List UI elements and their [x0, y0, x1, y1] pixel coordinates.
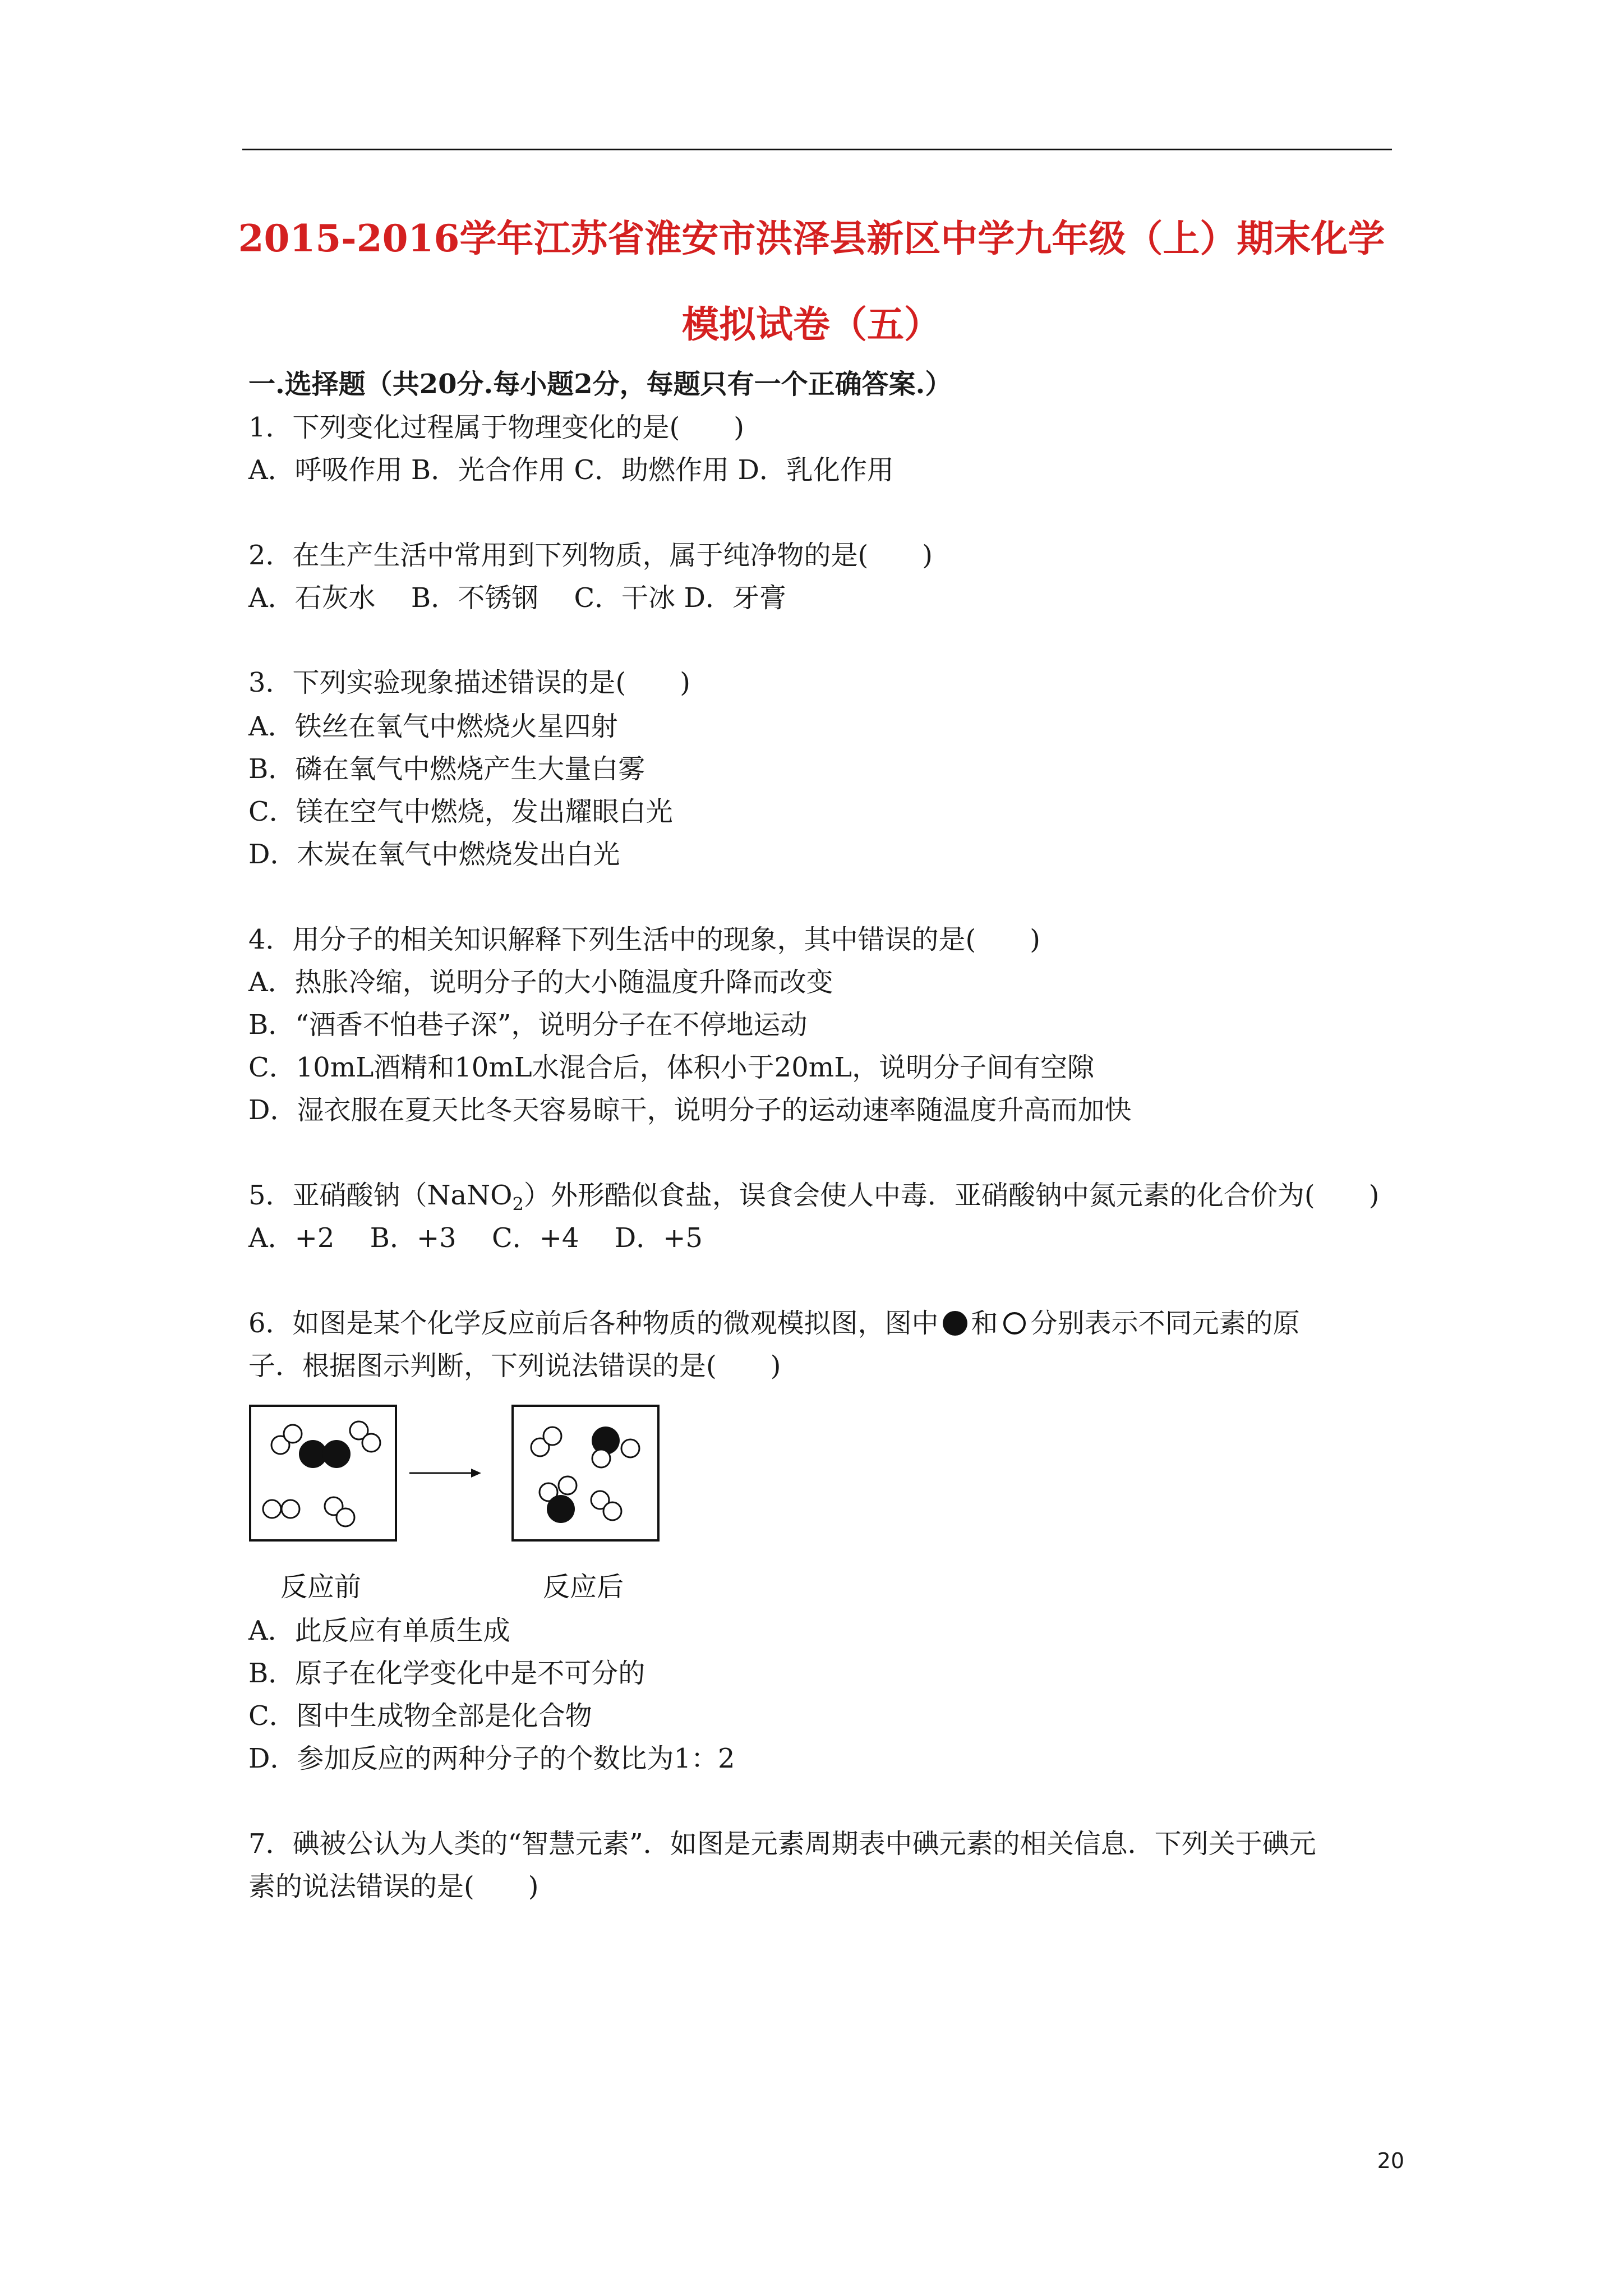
label-after: 反应后 [543, 1571, 624, 1603]
section-heading: 一.选择题（共20分.每小题2分，每题只有一个正确答案.） [248, 369, 952, 400]
black-atom-icon [941, 1309, 969, 1337]
reaction-diagram [247, 1402, 684, 1627]
question-1-stem: 1．下列变化过程属于物理变化的是( ) [248, 412, 744, 443]
exam-title-line1: 2015-2016学年江苏省淮安市洪泽县新区中学九年级（上）期末化学 [238, 217, 1385, 260]
after-box [513, 1406, 658, 1540]
question-6-option-b: B．原子在化学变化中是不可分的 [248, 1658, 645, 1689]
white-atom [621, 1439, 639, 1457]
question-2-options: A．石灰水 B．不锈钢 C．干冰 D．牙膏 [248, 582, 786, 614]
question-4-option-c: C．10mL酒精和10mL水混合后，体积小于20mL，说明分子间有空隙 [248, 1052, 1095, 1083]
black-atom [547, 1495, 575, 1523]
question-7-stem-line2: 素的说法错误的是( ) [248, 1871, 539, 1902]
label-before: 反应前 [280, 1571, 362, 1603]
black-atom [322, 1440, 351, 1468]
question-6-stem-line2: 子．根据图示判断，下列说法错误的是( ) [248, 1350, 781, 1382]
white-atom [284, 1425, 302, 1443]
question-6-option-a: A．此反应有单质生成 [248, 1615, 510, 1646]
question-4-option-a: A．热胀冷缩，说明分子的大小随温度升降而改变 [248, 967, 833, 998]
question-5-stem [248, 1179, 1380, 1215]
question-6-option-c: C．图中生成物全部是化合物 [248, 1700, 592, 1732]
question-6-option-d: D．参加反应的两种分子的个数比为1：2 [248, 1743, 735, 1774]
white-atom-icon [1000, 1309, 1029, 1337]
white-atom [592, 1450, 610, 1467]
question-6-stem-part2: 分别表示不同元素的原 [1030, 1308, 1300, 1339]
question-3-option-a: A．铁丝在氧气中燃烧火星四射 [248, 711, 618, 742]
question-1-options: A．呼吸作用 B．光合作用 C．助燃作用 D．乳化作用 [248, 454, 894, 486]
question-5-stem-part1: 5．亚硝酸钠（NaNO [248, 1180, 513, 1211]
question-3-option-d: D．木炭在氧气中燃烧发出白光 [248, 839, 620, 870]
question-6-stem-part1: 6．如图是某个化学反应前后各种物质的微观模拟图，图中 [248, 1308, 939, 1339]
question-4-stem: 4．用分子的相关知识解释下列生活中的现象，其中错误的是( ) [248, 924, 1040, 955]
question-3-option-b: B．磷在氧气中燃烧产生大量白雾 [248, 753, 645, 785]
white-atom [603, 1502, 621, 1520]
white-atom [559, 1476, 577, 1494]
reaction-arrow [409, 1469, 481, 1478]
white-atom [263, 1500, 281, 1518]
white-atom [543, 1427, 561, 1445]
question-6-stem-and: 和 [971, 1308, 998, 1339]
question-6-stem-line1 [248, 1306, 1300, 1340]
question-5-stem-part2: ）外形酷似食盐，误食会使人中毒．亚硝酸钠中氮元素的化合价为( ) [523, 1180, 1380, 1211]
question-3-stem: 3．下列实验现象描述错误的是( ) [248, 667, 690, 698]
header-rule [242, 149, 1392, 150]
question-5-options: A．+2 B．+3 C．+4 D．+5 [248, 1222, 703, 1254]
white-atom [362, 1434, 380, 1452]
question-5-subscript: 2 [512, 1193, 524, 1215]
white-atom [336, 1508, 354, 1526]
question-2-stem: 2．在生产生活中常用到下列物质，属于纯净物的是( ) [248, 540, 933, 571]
exam-title-line2: 模拟试卷（五） [682, 302, 941, 346]
question-4-option-b: B．“酒香不怕巷子深”，说明分子在不停地运动 [248, 1009, 808, 1041]
question-4-option-d: D．湿衣服在夏天比冬天容易晾干，说明分子的运动速率随温度升高而加快 [248, 1094, 1132, 1126]
white-atom [282, 1500, 299, 1518]
question-3-option-c: C．镁在空气中燃烧，发出耀眼白光 [248, 796, 673, 827]
page-number: 20 [1377, 2148, 1404, 2173]
before-box [250, 1406, 396, 1540]
question-7-stem-line1: 7．碘被公认为人类的“智慧元素”．如图是元素周期表中碘元素的相关信息．下列关于碘元 [248, 1828, 1316, 1860]
